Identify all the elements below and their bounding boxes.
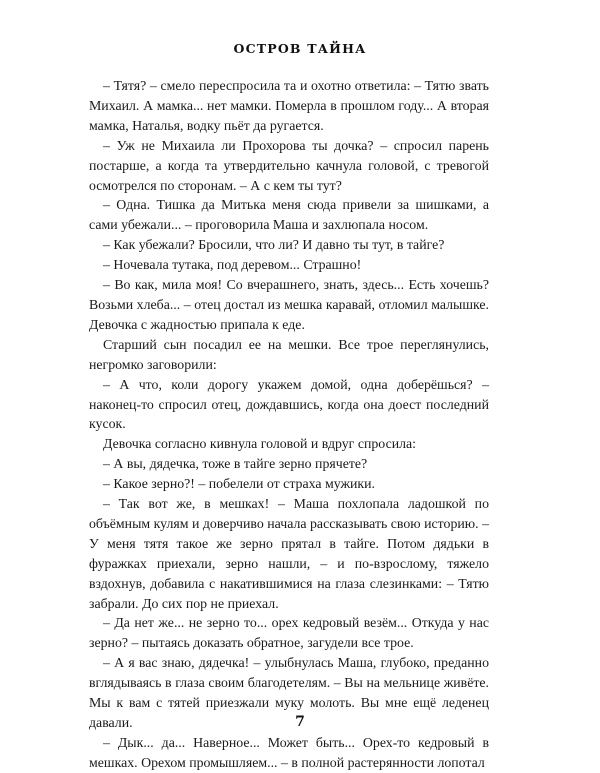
paragraph: Девочка согласно кивнула головой и вдруг спросила: — [103, 436, 417, 452]
paragraph: – А вы, дядечка, тоже в тайге зерно прячете? — [103, 456, 368, 472]
paragraph: – Ночевала тутака, под деревом... Страшно! — [103, 257, 362, 273]
running-header: ОСТРОВ ТАЙНА — [233, 41, 367, 56]
paragraph: – А я вас знаю, дядечка! – улыбнулась Маша, глубоко, преданно вглядываясь в глаза своим благодетелям. – Вы на мельнице живёте. Мы к вам с тятей приезжали муку молоть. Вы мне ещё леденец давали. — [89, 655, 489, 730]
paragraph: – Уж не Михаила ли Прохорова ты дочка? – спросил парень постарше, а когда та утвердительно качнула головой, с тревогой осмотрелся по сторонам. – А с кем ты тут? — [89, 137, 489, 193]
paragraph: – Одна. Тишка да Митька меня сюда привели за шишками, а сами убежали... – проговорила Маша и захлюпала носом. — [89, 197, 489, 233]
page-number: 7 — [295, 714, 305, 730]
paragraph: – Тятя? – смело переспросила та и охотно ответила: – Тятю звать Михаил. А мамка... нет мамки. Померла в прошлом году... А вторая мамка, Наталья, водку пьёт да ругается. — [89, 78, 489, 133]
body-text — [89, 76, 489, 773]
paragraph: – Какое зерно?! – побелели от страха мужики. — [103, 476, 376, 492]
paragraph: – Во как, мила моя! Со вчерашнего, знать, здесь... Есть хочешь? Возьми хлеба... – отец достал из мешка каравай, отломил малышке. Девочка с жадностью припала к еде. — [89, 277, 489, 332]
paragraph: Старший сын посадил ее на мешки. Все трое переглянулись, негромко заговорили: — [89, 336, 489, 372]
paragraph: – Да нет же... не зерно то... орех кедровый везём... Откуда у нас зерно? – пытаясь доказать обратное, загудели все трое. — [89, 615, 489, 651]
paragraph: – Как убежали? Бросили, что ли? И давно ты тут, в тайге? — [103, 237, 445, 253]
paragraph: – А что, коли дорогу укажем домой, одна доберёшься? – наконец-то спросил отец, дождавшись, когда она доест последний кусок. — [89, 376, 489, 432]
paragraph: – Дык... да... Наверное... Может быть... Орех-то кедровый в мешках. Орехом промышляем... – в полной растерянности лопотал — [89, 734, 489, 770]
paragraph: – Так вот же, в мешках! – Маша похлопала ладошкой по объёмным кулям и доверчиво начала рассказывать свою историю. – У меня тятя такое же зерно прятал в тайге. Потом дядьки в фуражках приехали, зерно нашли, – и по-взрослому, тяжело вздохнув, добавила с накатившимися на глаза слезинками: – Тятю забрали. До сих пор не приехал. — [89, 496, 489, 611]
